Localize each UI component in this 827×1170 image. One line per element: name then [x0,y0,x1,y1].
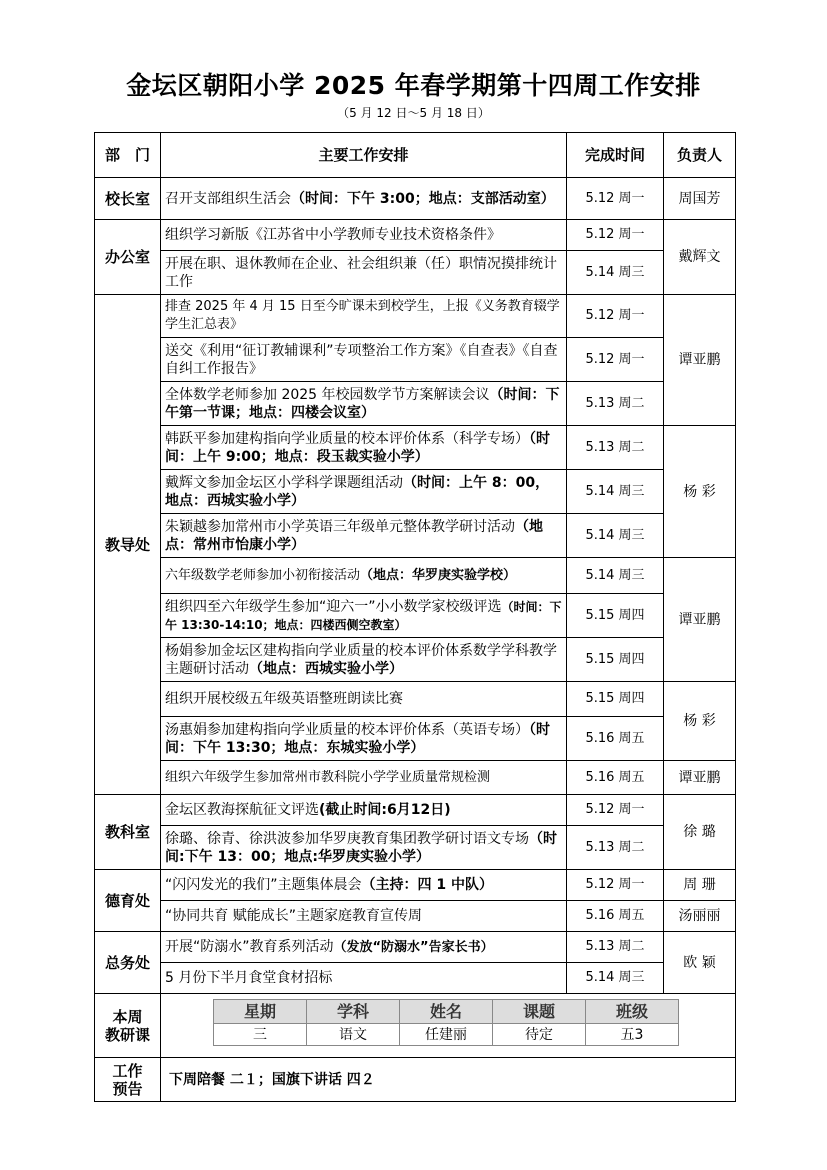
research-label: 本周 教研课 [95,994,161,1058]
task-cell: 杨娟参加金坛区建构指向学业质量的校本评价体系数学学科教学主题研讨活动（地点：西城实验小学） [161,638,567,682]
dept-cell: 办公室 [95,220,161,295]
date-cell: 5.12 周一 [567,338,664,382]
research-name: 任建丽 [400,1024,493,1046]
date-cell: 5.12 周一 [567,178,664,220]
date-cell: 5.13 周二 [567,426,664,470]
date-cell: 5.14 周三 [567,963,664,994]
dept-cell: 校长室 [95,178,161,220]
research-day: 三 [214,1024,307,1046]
table-row [95,717,736,761]
date-cell: 5.16 周五 [567,901,664,932]
table-row [95,382,736,426]
table-row [95,594,736,638]
research-cell [161,994,736,1058]
page-title: 金坛区朝阳小学 2025 年春学期第十四周工作安排 [126,71,701,100]
date-cell: 5.12 周一 [567,220,664,251]
task-cell: 开展“防溺水”教育系列活动（发放“防溺水”告家长书） [161,932,567,963]
date-cell: 5.14 周三 [567,558,664,594]
table-row [95,338,736,382]
task-cell: 戴辉文参加金坛区小学科学课题组活动（时间：上午 8：00，地点：西城实验小学） [161,470,567,514]
table-row [95,558,736,594]
research-topic: 待定 [493,1024,586,1046]
owner-cell: 汤丽丽 [664,901,736,932]
table-row [95,295,736,338]
table-row [95,426,736,470]
table-row [95,251,736,295]
header-work: 主要工作安排 [161,133,567,178]
dept-cell: 总务处 [95,932,161,994]
task-cell: “闪闪发光的我们”主题集体晨会（主持：四 1 中队） [161,870,567,901]
schedule-table [94,132,736,1102]
task-cell: 5 月份下半月食堂食材招标 [161,963,567,994]
table-row [95,220,736,251]
table-row [95,826,736,870]
owner-cell: 周 珊 [664,870,736,901]
table-header-row [95,133,736,178]
preview-row [95,1058,736,1102]
task-cell: 排查 2025 年 4 月 15 日至今旷课未到校学生，上报《义务教育辍学学生汇总表》 [161,295,567,338]
research-header-row [214,1000,679,1024]
owner-cell: 谭亚鹏 [664,295,736,426]
research-class: 五3 [586,1024,679,1046]
owner-cell: 欧 颖 [664,932,736,994]
research-header-subject: 学科 [307,1000,400,1024]
task-cell: 送交《利用“征订教辅课利”专项整治工作方案》《自查表》《自查自纠工作报告》 [161,338,567,382]
task-cell: “协同共育 赋能成长”主题家庭教育宣传周 [161,901,567,932]
table-row [95,514,736,558]
date-cell: 5.12 周一 [567,870,664,901]
table-row [95,870,736,901]
owner-cell: 周国芳 [664,178,736,220]
research-header-name: 姓名 [400,1000,493,1024]
date-cell: 5.14 周三 [567,514,664,558]
date-cell: 5.13 周二 [567,932,664,963]
research-header-topic: 课题 [493,1000,586,1024]
preview-label: 工作 预告 [95,1058,161,1102]
task-cell: 全体数学老师参加 2025 年校园数学节方案解读会议（时间：下午第一节课；地点：四楼会议室） [161,382,567,426]
date-cell: 5.14 周三 [567,251,664,295]
date-cell: 5.14 周三 [567,470,664,514]
table-row [95,682,736,717]
task-cell: 汤惠娟参加建构指向学业质量的校本评价体系（英语专场）（时间：下午 13:30；地点：东城实验小学） [161,717,567,761]
date-cell: 5.13 周二 [567,382,664,426]
table-row [95,638,736,682]
table-row [95,932,736,963]
task-cell: 组织学习新版《江苏省中小学教师专业技术资格条件》 [161,220,567,251]
table-row [95,795,736,826]
date-cell: 5.15 周四 [567,682,664,717]
table-row [95,901,736,932]
preview-text: 下周陪餐 二１；国旗下讲话 四２ [161,1058,736,1102]
date-cell: 5.12 周一 [567,295,664,338]
task-cell: 朱颖越参加常州市小学英语三年级单元整体教学研讨活动（地点：常州市怡康小学） [161,514,567,558]
date-cell: 5.16 周五 [567,761,664,795]
dept-cell: 教导处 [95,295,161,795]
task-cell: 韩跃平参加建构指向学业质量的校本评价体系（科学专场）（时间：上午 9:00；地点：段玉裁实验小学） [161,426,567,470]
date-range: （5 月 12 日～5 月 18 日） [337,106,490,120]
date-cell: 5.15 周四 [567,594,664,638]
research-subject: 语文 [307,1024,400,1046]
task-cell: 徐璐、徐青、徐洪波参加华罗庚教育集团教学研讨语文专场（时间:下午 13：00；地点:华罗庚实验小学） [161,826,567,870]
dept-cell: 德育处 [95,870,161,932]
table-row [95,761,736,795]
task-cell: 组织四至六年级学生参加“迎六一”小小数学家校级评选（时间：下午 13:30-14:10；地点：四楼西侧空教室） [161,594,567,638]
header-dept: 部 门 [95,133,161,178]
task-cell: 开展在职、退休教师在企业、社会组织兼（任）职情况摸排统计工作 [161,251,567,295]
date-cell: 5.13 周二 [567,826,664,870]
header-owner: 负责人 [664,133,736,178]
owner-cell: 杨 彩 [664,682,736,761]
owner-cell: 戴辉文 [664,220,736,295]
owner-cell: 谭亚鹏 [664,558,736,682]
table-row [95,178,736,220]
owner-cell: 谭亚鹏 [664,761,736,795]
table-row [95,470,736,514]
task-cell: 组织六年级学生参加常州市教科院小学学业质量常规检测 [161,761,567,795]
task-cell: 金坛区教海探航征文评选(截止时间:6月12日) [161,795,567,826]
task-cell: 组织开展校级五年级英语整班朗读比赛 [161,682,567,717]
research-header-class: 班级 [586,1000,679,1024]
header-time: 完成时间 [567,133,664,178]
date-cell: 5.12 周一 [567,795,664,826]
research-value-row [214,1024,679,1046]
owner-cell: 杨 彩 [664,426,736,558]
dept-cell: 教科室 [95,795,161,870]
research-row [95,994,736,1058]
date-cell: 5.16 周五 [567,717,664,761]
date-cell: 5.15 周四 [567,638,664,682]
task-cell: 召开支部组织生活会（时间：下午 3:00；地点：支部活动室） [161,178,567,220]
table-row [95,963,736,994]
owner-cell: 徐 璐 [664,795,736,870]
research-header-day: 星期 [214,1000,307,1024]
research-table [213,999,679,1046]
task-cell: 六年级数学老师参加小初衔接活动（地点：华罗庚实验学校） [161,558,567,594]
